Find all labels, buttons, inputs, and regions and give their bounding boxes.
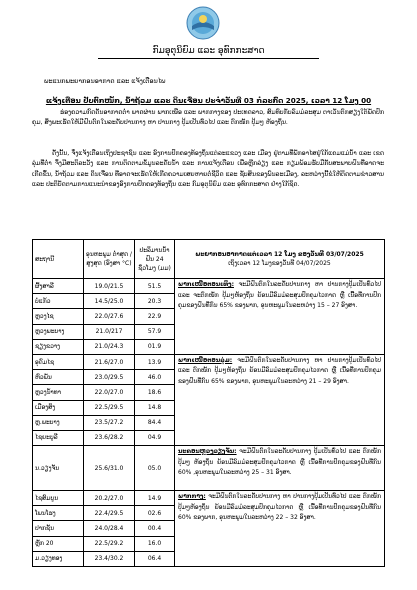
temperature-value: 23.6/28.2 xyxy=(84,430,135,445)
rainfall-value: 00.4 xyxy=(135,521,175,536)
rainfall-value: 02.6 xyxy=(135,506,175,521)
station-name: ຫຼວງນ້ຳທາ xyxy=(33,385,84,400)
rainfall-value: 18.6 xyxy=(135,385,175,400)
station-name: ຜົ້ງສາລີ xyxy=(33,279,84,294)
table-row xyxy=(33,491,385,506)
table-row xyxy=(33,354,385,369)
header-forecast xyxy=(175,240,385,279)
rainfall-value: 51.5 xyxy=(135,279,175,294)
temperature-value: 22.0/27.6 xyxy=(84,309,135,324)
station-name: ຫຼວງພະບາງ xyxy=(33,324,84,339)
rainfall-value: 16.0 xyxy=(135,536,175,551)
temperature-value: 14.5/25.0 xyxy=(84,294,135,309)
temperature-value: 22.0/27.0 xyxy=(84,385,135,400)
temperature-value: 23.5/27.2 xyxy=(84,415,135,430)
header-rainfall: ປະລິມານນ້ຳຝົນ 24 ຊົ່ວໂມງ (ມມ) xyxy=(135,240,175,279)
temperature-value: 24.0/28.4 xyxy=(84,521,135,536)
regional-forecast xyxy=(175,279,385,355)
rainfall-value: 84.4 xyxy=(135,415,175,430)
temperature-value: 21.6/27.0 xyxy=(84,354,135,369)
temperature-value: 22.5/29.2 xyxy=(84,536,135,551)
forecast-text: ຈະມີຝົນຕົກໃນລະດັບປານກາງ ຫາ ປານກາງປຸ້ມເປັນທົ່ວໄປ ແລະ ຕົກໜັກ ປຸ້ມໆຫ້ອງຖິ່ນ ຍ້ອນມີລົມມໍລະສຸມປົກຄຸມໄວກາດ ຫຼື ເນື້ອທີ່ການປົກຄຸມຂອງຝົນທີ່ກົນ 65% ຂອງພາກ, ອຸນຫະພູມໃນລະຫວ່າງ 21 – 29 ອົງສາ. xyxy=(178,356,381,385)
regional-forecast xyxy=(175,354,385,445)
station-name: ນ.ວຽງຈັນ xyxy=(33,446,84,491)
synopsis-paragraph: ຮ່ອງຄວາມກົດດັນອາກາດຕ່ຳ ພາດຜ່ານ ພາກເໜືອ ແລະ ພາກກາງຂອງ ປະເທດລາວ, ສົມທົບກັບລົມມໍລະສຸມ ຕາເວັນຕົກສຽງໃຕ້ພັດປົກຄຸມ, ສິ່ງພະເຮັດໃຫ້ມີຝົນຕົກໃນລະດັບປານກາງ ຫາ ປານກາງ ປຸ້ມເປັນທົ່ວໄປ ແລະ ຕົກໜັກ ປຸ້ມໆ ຫ້ອງຖິ່ນ. xyxy=(32,109,384,127)
station-name: ຫຼັກ 20 xyxy=(33,536,84,551)
station-name: ຫຼວງໄຊ xyxy=(33,309,84,324)
rainfall-value: 20.3 xyxy=(135,294,175,309)
region-label: ພາກເໜືອຕອນເທິງ: xyxy=(178,281,234,288)
rainfall-value: 13.9 xyxy=(135,354,175,369)
station-name: ບໍ່ແກ້ວ xyxy=(33,294,84,309)
weather-table xyxy=(32,239,385,567)
temperature-value: 21.0/24.3 xyxy=(84,339,135,354)
forecast-period-to: ເຖິງເວລາ 12 ໂມງຂອງວັນທີ 04/07/2025 xyxy=(228,260,331,267)
region-label: ພາກກາງ: xyxy=(178,493,206,501)
station-name: ເມືອງສິງ xyxy=(33,400,84,415)
bulletin-title: ແຈ້ງເຕືອນ ປັບຕົກໜັກ, ນ້ຳຖ້ວມ ແລະ ດິນເຈື່ອນ ປະຈຳວັນທີ 03 ກໍລະກົດ 2025, ເວລາ 12 ໂມງ 00 xyxy=(45,96,372,105)
temperature-value: 22.5/29.5 xyxy=(84,400,135,415)
region-label: ນະຄອນຫຼວງວຽງຈັນ: xyxy=(178,448,237,456)
station-name: ມ.ວຽງທອງ xyxy=(33,551,84,566)
temperature-value: 23.4/30.2 xyxy=(84,551,135,566)
station-name: ໄຊສົມບູນ xyxy=(33,491,84,506)
temperature-value: 20.2/27.0 xyxy=(84,491,135,506)
header-station: ສະຖານີ xyxy=(33,240,84,279)
forecast-text: ຈະມີຝົນຕົກໃນລະດັບປານກາງ ຫາ ປານກາງປຸ້ມເປັນທົ່ວໄປ ແລະ ຕົກໜັກ ປຸ້ມໆຫ້ອງຖິ່ນ ຍ້ອນມີລົມມໍລະສຸມປົກຄຸມໄວກາດ ຫຼື ເນື້ອທີ່ການປົກຄຸມຂອງຝົນທີ່ກົນ 60% ຂອງພາກ, ອຸນຫະພູມໃນລະຫວ່າງ 22 – 32 ອົງສາ. xyxy=(178,493,381,522)
station-name: ໂພນໂຮງ xyxy=(33,506,84,521)
temperature-value: 25.6/31.0 xyxy=(84,446,135,491)
table-row xyxy=(33,279,385,294)
rainfall-value: 06.4 xyxy=(135,551,175,566)
temperature-value: 21.0/217 xyxy=(84,324,135,339)
station-name: ອຸດົມໄຊ xyxy=(33,354,84,369)
department-logo xyxy=(186,6,220,40)
forecast-text: ຈະມີຝົນຕົກໃນລະດັບປານກາງ ຫາ ປານກາງປຸ້ມເປັນທົ່ວໄປ ແລະ ຈະຕົກໜັກ ປຸ້ມໆຫ້ອງຖິ່ນ ຍ້ອນມີລົມມໍລະສຸມປົກຄຸມໄວກາດ ຫຼື ເນື້ອທີ່ການປົກຄຸມຂອງຝົນທີ່ກົນ 65% ຂອງພາກ, ອຸນຫະພູມໃນລະຫວ່າງ 15 – 27 ອົງສາ. xyxy=(178,281,381,309)
rainfall-value: 14.8 xyxy=(135,400,175,415)
rainfall-value: 57.9 xyxy=(135,324,175,339)
table-row xyxy=(33,446,385,491)
station-name: ຫຼ.ພະບາງ xyxy=(33,415,84,430)
rainfall-value: 05.0 xyxy=(135,446,175,491)
station-name: ປາກຊັນ xyxy=(33,521,84,536)
region-label: ພາກເໜືອຕອນລຸ່ມ: xyxy=(178,356,233,364)
station-name: ຫົວພັນ xyxy=(33,370,84,385)
forecast-period-from: ພະຍາກອນອາກາດແຕ່ເວລາ 12 ໂມງ ຂອງວັນທີ 03/07/2025 xyxy=(195,251,364,258)
station-name: ຊຽງຂວາງ xyxy=(33,339,84,354)
header-temperature: ອຸນຫະພູມ ຕ່ຳສຸດ /ສູງສຸດ (ອົງສາ °C) xyxy=(84,240,135,279)
department-name: ພະແນກພະຍາກອນອາກາດ ແລະ ແຈ້ງເຕືອນໄພ xyxy=(44,77,166,85)
temperature-value: 19.0/21.5 xyxy=(84,279,135,294)
ministry-name: ກົມອຸຕຸນິຍົມ ແລະ ອຸທົກກະສາດ xyxy=(152,46,265,56)
rainfall-value: 14.9 xyxy=(135,491,175,506)
regional-forecast xyxy=(175,491,385,567)
regional-forecast xyxy=(175,446,385,491)
temperature-value: 23.0/29.5 xyxy=(84,370,135,385)
station-name: ໄຊຍະບູລີ xyxy=(33,430,84,445)
header-divider xyxy=(98,58,319,59)
temperature-value: 22.4/29.5 xyxy=(84,506,135,521)
warning-paragraph: ດັ່ງນັ້ນ, ຈຶ່ງແຈ້ງເຕືອນເຖິງປະຊາຊົນ ແລະ ອົງການປົກຄອງທ້ອງຖິ່ນແຕ່ລະແຂວງ ແລະ ເມືອງ ຢູ່ຕາມທີ່ພັກອາໄສຢູ່ໃກ້ແຄມແມ່ນ້ຳ ແລະ ເຂດລຸ່ມທີ່ຕ່ຳ ຈຶ່ງມີສະຕິລະວັງ ແລະ ການຕິດຕາມຂໍ້ມູນລະດັບນ້ຳ ແລະ ການແຈ້ງເຕືອນ ເພື່ອຫຼີກລ່ຽງ ແລະ ກຽມພ້ອມຮັບມືກັບສະພາບຝົນທີ່ອາດຈະເກີດຂຶ້ນ, ນ້ຳຖ້ວມ ແລະ ດິນເຈື່ອນ ທີ່ອາດຈະເຮັດໃຫ້ເກີດຄວາມເສຍຫາຍຕໍ່ຊີວິດ ແລະ ຊັບສິນຂອງພົນລະເມືອງ, ລະຫວ່າງນີ້ຂໍໃຫ້ຕິດຕາມຂ່າວສານ ແລະ ປະຕິບັດຕາມການແນະນຳຂອງອົງການປົກຄອງທ້ອງຖິ່ນ ແລະ ກົມອຸຕຸນິຍົມ ແລະ ອຸທົກກະສາດ ຢ່າງໃກ້ຊິດ. xyxy=(32,150,384,189)
rainfall-value: 04.9 xyxy=(135,430,175,445)
forecast-text: ຈະມີຝົນຕົກໃນລະດັບປານກາງ ປຸ້ມເປັນທົ່ວໄປ ແລະ ຕົກໜັກ ປຸ້ມໆ ຫ້ອງຖິ່ນ ຍ້ອນມີລົມມໍລະສຸມປົກຄຸມໄວກາດ ຫຼື ເນື້ອທີ່ການປົກຄຸມຂອງຝົນທີ່ກົນ 60% ,ອຸນຫະພູມໃນລະຫວ່າງ 25 – 31 ອົງສາ. xyxy=(178,448,381,477)
rainfall-value: 01.9 xyxy=(135,339,175,354)
rainfall-value: 46.0 xyxy=(135,370,175,385)
rainfall-value: 22.9 xyxy=(135,309,175,324)
